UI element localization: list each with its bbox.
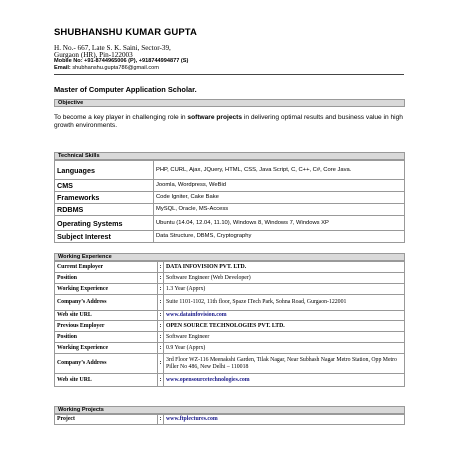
experience-row (55, 374, 405, 387)
experience-key: Working Experience (55, 343, 158, 354)
skill-key: Frameworks (55, 192, 154, 204)
experience-row (55, 284, 405, 295)
experience-key: Current Employer (55, 262, 158, 273)
experience-key: Company’s Address (55, 354, 158, 374)
address-line-1: H. No.- 667, Late S. K. Saini, Sector-39, (54, 44, 171, 52)
colon-separator: : (158, 311, 164, 321)
skill-value: Data Structure, DBMS, Cryptography (154, 231, 405, 243)
working-projects-heading: Working Projects (54, 406, 405, 414)
skill-row (55, 180, 405, 192)
experience-key: Company’s Address (55, 295, 158, 311)
degree-title: Master of Computer Application Scholar. (54, 85, 197, 94)
project-link[interactable]: www.ftplectures.com (164, 415, 405, 425)
technical-skills-table (54, 160, 405, 243)
experience-row (55, 321, 405, 332)
skill-row (55, 216, 405, 231)
project-key: Project (55, 415, 158, 425)
skill-key: Operating Systems (55, 216, 154, 231)
colon-separator: : (158, 354, 164, 374)
address-line-2: Gurgaon (HR), Pin-122003 (54, 51, 133, 59)
experience-value: 1.3 Year (Apprx) (164, 284, 405, 295)
experience-value: Software Engineer (Web Developer) (164, 273, 405, 284)
experience-row (55, 262, 405, 273)
company-website-link[interactable]: www.opensourcetechnologies.com (164, 374, 405, 387)
email-line (54, 65, 159, 72)
experience-key: Web site URL (55, 311, 158, 321)
colon-separator: : (158, 284, 164, 295)
mobile-label: Mobile No: (54, 58, 83, 64)
working-experience-table (54, 261, 405, 387)
colon-separator: : (158, 262, 164, 273)
experience-row (55, 354, 405, 374)
experience-value: OPEN SOURCE TECHNOLOGIES PVT. LTD. (164, 321, 405, 332)
colon-separator: : (158, 321, 164, 332)
colon-separator: : (158, 332, 164, 343)
working-experience-heading: Working Experience (54, 253, 405, 261)
mobile-value: +91-8744965006 (P), +918744994877 (S) (84, 58, 189, 64)
skill-value: Code Igniter, Cake Bake (154, 192, 405, 204)
technical-skills-heading: Technical Skills (54, 152, 405, 160)
colon-separator: : (158, 374, 164, 387)
email-value[interactable]: shubhanshu.gupta786@gmail.com (72, 65, 159, 71)
experience-row (55, 311, 405, 321)
experience-value: DATA INFOVISION PVT. LTD. (164, 262, 405, 273)
experience-row (55, 343, 405, 354)
skill-key: Languages (55, 161, 154, 180)
experience-value: 0.9 Year (Apprx) (164, 343, 405, 354)
skill-row (55, 161, 405, 180)
objective-heading: Objective (54, 99, 405, 107)
experience-value: 3rd Floor WZ-116 Meenakshi Garden, Tilak Nagar, Near Subhash Nagar Metro Station, Opp Metro Piller No 486, New Delhi – 110018 (164, 354, 405, 374)
skill-row (55, 204, 405, 216)
colon-separator: : (158, 295, 164, 311)
colon-separator: : (158, 273, 164, 284)
experience-key: Working Experience (55, 284, 158, 295)
company-website-link[interactable]: www.datainfovision.com (164, 311, 405, 321)
skill-row (55, 231, 405, 243)
skill-value: Ubuntu (14.04, 12.04, 11.10), Windows 8, Windows 7, Windows XP (154, 216, 405, 231)
experience-value: Software Engineer (164, 332, 405, 343)
experience-key: Web site URL (55, 374, 158, 387)
skill-row (55, 192, 405, 204)
working-projects-table (54, 414, 405, 425)
experience-key: Position (55, 273, 158, 284)
skill-value: MySQL, Oracle, MS-Access (154, 204, 405, 216)
experience-value: Suite 1101-1102, 11th floor, Spaze ITech Park, Sohna Road, Gurgaon-122001 (164, 295, 405, 311)
experience-key: Position (55, 332, 158, 343)
objective-text: To become a key player in challenging role in software projects in delivering optimal results and business value in high growth environments. (54, 114, 403, 130)
skill-key: CMS (55, 180, 154, 192)
experience-row (55, 332, 405, 343)
email-label: Email: (54, 65, 71, 71)
skill-value: PHP, CURL, Ajax, JQuery, HTML, CSS, Java Script, C, C++, C#, Core Java. (154, 161, 405, 180)
skill-key: RDBMS (55, 204, 154, 216)
experience-row (55, 295, 405, 311)
colon-separator: : (158, 415, 164, 425)
project-row (55, 415, 405, 425)
skill-key: Subject Interest (55, 231, 154, 243)
experience-key: Previous Employer (55, 321, 158, 332)
experience-row (55, 273, 405, 284)
skill-value: Joomla, Wordpress, WeBid (154, 180, 405, 192)
colon-separator: : (158, 343, 164, 354)
candidate-name: SHUBHANSHU KUMAR GUPTA (54, 27, 197, 38)
mobile-line (54, 58, 188, 65)
header-divider (54, 74, 404, 75)
